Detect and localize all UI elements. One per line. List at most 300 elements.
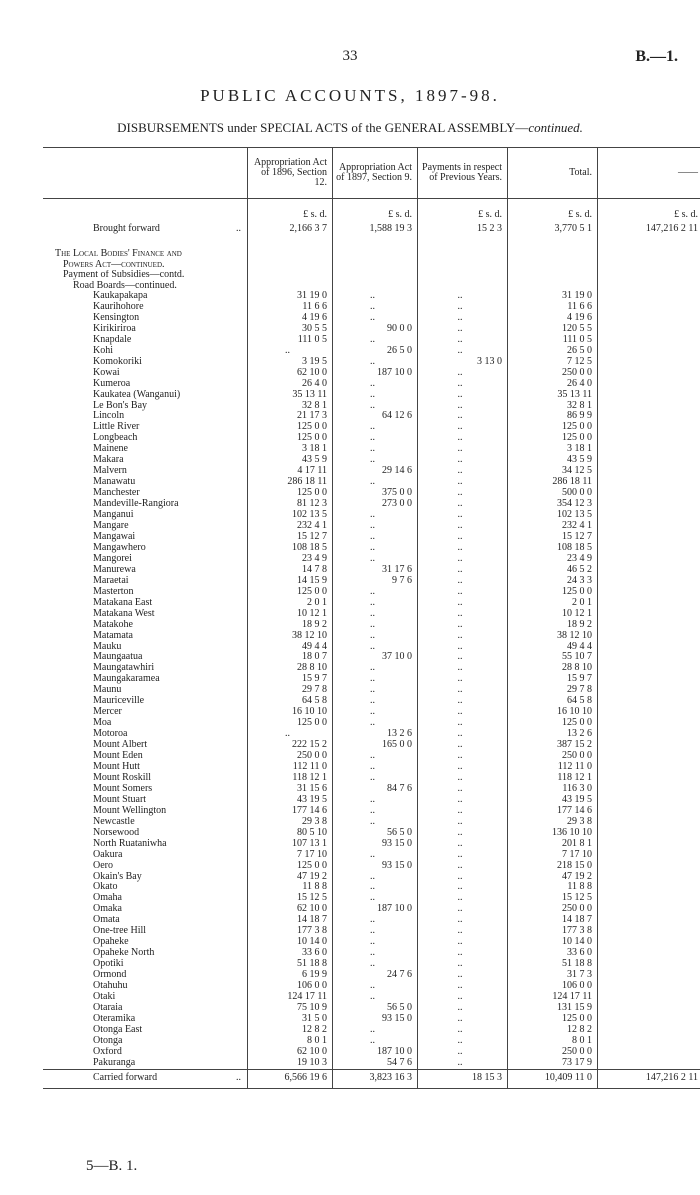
amount-cell: ..: [333, 663, 418, 674]
amount-cell: 18 0 7: [248, 652, 333, 663]
amount-cell: ..: [333, 795, 418, 806]
amount-cell: 16 10 10: [248, 707, 333, 718]
amount-cell: 125 0 0: [508, 718, 598, 729]
column-header: Appropriation Act of 1897, Section 9.: [333, 148, 418, 199]
road-board-name: Opotiki: [93, 959, 124, 970]
road-board-name: Opaheke North: [93, 948, 155, 959]
amount-cell: 125 0 0: [508, 587, 598, 598]
amount-cell: 250 0 0: [248, 751, 333, 762]
amount-cell: ..: [418, 324, 508, 335]
table-row: [43, 937, 700, 948]
amount-cell: 125 0 0: [248, 587, 333, 598]
amount-cell: 120 5 5: [508, 324, 598, 335]
carried-forward-value: 6,566 19 6: [248, 1069, 333, 1088]
table-row: [43, 1058, 700, 1069]
amount-cell: ..: [418, 565, 508, 576]
table-row: [43, 368, 700, 379]
road-board-name: Kaukatea (Wanganui): [93, 389, 181, 400]
amount-cell: ..: [418, 631, 508, 642]
table-row: [43, 959, 700, 970]
table-row: [43, 598, 700, 609]
road-board-name: Mangawai: [93, 531, 136, 542]
road-board-name: Masterton: [93, 586, 134, 597]
table-row: [43, 1047, 700, 1058]
amount-cell: 11 6 6: [248, 302, 333, 313]
table-row: [43, 335, 700, 346]
amount-cell: ..: [418, 444, 508, 455]
amount-cell: 10 12 1: [248, 609, 333, 620]
amount-cell: ..: [418, 543, 508, 554]
amount-cell: 165 0 0: [333, 740, 418, 751]
amount-cell: 3 18 1: [508, 444, 598, 455]
amount-cell: 26 5 0: [508, 346, 598, 357]
road-board-name: Lincoln: [93, 411, 125, 422]
amount-cell: ..: [333, 806, 418, 817]
amount-cell: 43 19 5: [508, 795, 598, 806]
road-board-name: Mangare: [93, 521, 129, 532]
amount-cell: 2 0 1: [248, 598, 333, 609]
road-board-name: Maungakaramea: [93, 674, 160, 685]
amount-cell: ..: [333, 620, 418, 631]
amount-cell: 387 15 2: [508, 740, 598, 751]
amount-cell: 49 4 4: [508, 642, 598, 653]
amount-cell: ..: [333, 335, 418, 346]
amount-cell: 47 19 2: [508, 872, 598, 883]
disbursements-table: [43, 147, 700, 1089]
amount-cell: ..: [333, 872, 418, 883]
amount-cell: ..: [418, 718, 508, 729]
amount-cell: ..: [418, 861, 508, 872]
amount-cell: 14 18 7: [508, 915, 598, 926]
amount-cell: 286 18 11: [508, 477, 598, 488]
amount-cell: ..: [418, 1058, 508, 1069]
amount-cell: 7 17 10: [508, 850, 598, 861]
amount-cell: 286 18 11: [248, 477, 333, 488]
table-row: [43, 642, 700, 653]
road-board-name: Kaukapakapa: [93, 291, 148, 301]
amount-cell: ..: [418, 674, 508, 685]
amount-cell: 8 0 1: [508, 1036, 598, 1047]
amount-cell: 18 9 2: [248, 620, 333, 631]
table-row: [43, 674, 700, 685]
amount-cell: ..: [333, 422, 418, 433]
table-row: [43, 948, 700, 959]
amount-cell: ..: [418, 784, 508, 795]
amount-cell: 31 15 6: [248, 784, 333, 795]
amount-cell: 23 4 9: [248, 554, 333, 565]
amount-cell: ..: [418, 488, 508, 499]
section-subheading: Payment of Subsidies—contd.: [43, 270, 700, 281]
road-board-name: Kowai: [93, 367, 120, 378]
amount-cell: 125 0 0: [508, 433, 598, 444]
road-board-name: Newcastle: [93, 816, 135, 827]
amount-cell: 10 14 0: [508, 937, 598, 948]
road-board-name: Mount Roskill: [93, 772, 152, 783]
amount-cell: 90 0 0: [333, 324, 418, 335]
units-row: [43, 199, 700, 222]
road-board-name: Kohi: [93, 345, 113, 356]
brought-forward-row: [43, 221, 700, 235]
page-subtitle: [0, 120, 700, 136]
amount-cell: ..: [333, 433, 418, 444]
table-row: [43, 576, 700, 587]
road-board-name: Maraetai: [93, 575, 129, 586]
amount-cell: 35 13 11: [508, 390, 598, 401]
amount-cell: ..: [418, 576, 508, 587]
amount-cell: ..: [418, 313, 508, 324]
amount-cell: 106 0 0: [248, 981, 333, 992]
table-row: [43, 532, 700, 543]
amount-cell: 62 10 0: [248, 904, 333, 915]
amount-cell: ..: [418, 926, 508, 937]
table-row: [43, 346, 700, 357]
table-row: [43, 631, 700, 642]
amount-cell: ..: [333, 882, 418, 893]
amount-cell: 93 15 0: [333, 861, 418, 872]
amount-cell: 125 0 0: [508, 422, 598, 433]
road-board-name: Motoroa: [93, 729, 128, 740]
amount-cell: 43 5 9: [248, 455, 333, 466]
amount-cell: ..: [418, 554, 508, 565]
column-header: Total.: [508, 148, 598, 199]
table-row: [43, 970, 700, 981]
section-subheading: Road Boards—continued.: [43, 281, 700, 292]
table-row: [43, 663, 700, 674]
amount-cell: 15 9 7: [248, 674, 333, 685]
amount-cell: 118 12 1: [508, 773, 598, 784]
amount-cell: 7 12 5: [508, 357, 598, 368]
road-board-name: Manchester: [93, 488, 140, 499]
amount-cell: 29 14 6: [333, 466, 418, 477]
road-board-name: Matamata: [93, 630, 133, 641]
amount-cell: ..: [418, 915, 508, 926]
subtitle-continued: continued.: [528, 120, 583, 135]
amount-cell: ..: [418, 401, 508, 412]
table-row: [43, 762, 700, 773]
road-board-name: Komokoriki: [93, 356, 142, 367]
amount-cell: ..: [418, 762, 508, 773]
amount-cell: 125 0 0: [248, 718, 333, 729]
table-row: [43, 652, 700, 663]
amount-cell: 187 10 0: [333, 904, 418, 915]
table-row: [43, 882, 700, 893]
road-board-name: Maungaatua: [93, 652, 143, 663]
amount-cell: ..: [333, 357, 418, 368]
road-board-name: Omaka: [93, 904, 122, 915]
amount-cell: 15 9 7: [508, 674, 598, 685]
amount-cell: 4 19 6: [508, 313, 598, 324]
amount-cell: 125 0 0: [248, 861, 333, 872]
table-row: [43, 817, 700, 828]
carried-forward-value: 10,409 11 0: [508, 1069, 598, 1088]
amount-cell: ..: [333, 696, 418, 707]
amount-cell: 131 15 9: [508, 1003, 598, 1014]
amount-cell: 51 18 8: [508, 959, 598, 970]
amount-cell: 116 3 0: [508, 784, 598, 795]
amount-cell: ..: [418, 1036, 508, 1047]
amount-cell: ..: [418, 642, 508, 653]
amount-cell: 4 17 11: [248, 466, 333, 477]
amount-cell: 124 17 11: [508, 992, 598, 1003]
amount-cell: ..: [333, 631, 418, 642]
amount-cell: ..: [333, 642, 418, 653]
road-board-name: Okain's Bay: [93, 871, 142, 882]
amount-cell: 29 3 8: [248, 817, 333, 828]
amount-cell: 2 0 1: [508, 598, 598, 609]
road-board-name: North Ruataniwha: [93, 838, 167, 849]
road-board-name: Matakohe: [93, 619, 133, 630]
table-row: [43, 411, 700, 422]
amount-cell: ..: [333, 674, 418, 685]
amount-cell: ..: [333, 510, 418, 521]
amount-cell: ..: [418, 839, 508, 850]
amount-cell: ..: [418, 751, 508, 762]
road-board-name: Otaki: [93, 992, 116, 1002]
road-board-name: Mount Eden: [93, 751, 143, 762]
table-row: [43, 893, 700, 904]
amount-cell: 16 10 10: [508, 707, 598, 718]
amount-cell: 500 0 0: [508, 488, 598, 499]
amount-cell: ..: [333, 455, 418, 466]
amount-cell: 24 3 3: [508, 576, 598, 587]
road-board-name: Omaha: [93, 893, 122, 904]
amount-cell: ..: [248, 346, 333, 357]
amount-cell: ..: [333, 817, 418, 828]
table-row: [43, 685, 700, 696]
amount-cell: ..: [418, 992, 508, 1003]
document-reference: B.—1.: [635, 48, 678, 65]
amount-cell: 9 7 6: [333, 576, 418, 587]
amount-cell: ..: [333, 937, 418, 948]
amount-cell: ..: [418, 291, 508, 302]
amount-cell: 56 5 0: [333, 1003, 418, 1014]
amount-cell: ..: [333, 981, 418, 992]
amount-cell: 75 10 9: [248, 1003, 333, 1014]
road-board-name: Mount Somers: [93, 783, 153, 794]
road-board-name: Otaraia: [93, 1002, 123, 1013]
amount-cell: ..: [418, 970, 508, 981]
amount-cell: 31 5 0: [248, 1014, 333, 1025]
road-board-name: Le Bon's Bay: [93, 400, 148, 411]
amount-cell: ..: [418, 620, 508, 631]
amount-cell: 10 14 0: [248, 937, 333, 948]
road-board-name: Mount Stuart: [93, 794, 147, 805]
table-row: [43, 784, 700, 795]
road-board-name: Mount Wellington: [93, 805, 167, 816]
amount-cell: 43 19 5: [248, 795, 333, 806]
road-board-name: Kumeroa: [93, 378, 131, 389]
amount-cell: ..: [333, 893, 418, 904]
road-board-name: Kirikiriroa: [93, 323, 136, 334]
amount-cell: 62 10 0: [248, 368, 333, 379]
amount-cell: 375 0 0: [333, 488, 418, 499]
carried-forward-value: 3,823 16 3: [333, 1069, 418, 1088]
section-heading: The Local Bodies' Finance and: [43, 249, 700, 260]
road-board-name: Maungatawhiri: [93, 663, 155, 674]
table-row: [43, 313, 700, 324]
amount-cell: ..: [333, 948, 418, 959]
amount-cell: ..: [333, 598, 418, 609]
table-row: [43, 466, 700, 477]
amount-cell: 18 9 2: [508, 620, 598, 631]
road-board-name: Pakuranga: [93, 1057, 136, 1068]
amount-cell: ..: [418, 609, 508, 620]
table-row: [43, 390, 700, 401]
road-board-name: Mercer: [93, 707, 122, 718]
table-row: [43, 795, 700, 806]
amount-cell: ..: [333, 379, 418, 390]
amount-cell: 24 7 6: [333, 970, 418, 981]
amount-cell: ..: [418, 652, 508, 663]
amount-cell: 12 8 2: [508, 1025, 598, 1036]
amount-cell: 81 12 3: [248, 499, 333, 510]
amount-cell: 28 8 10: [248, 663, 333, 674]
amount-cell: 31 19 0: [248, 291, 333, 302]
table-row: [43, 707, 700, 718]
table-row: [43, 872, 700, 883]
brought-forward-value: 3,770 5 1: [508, 221, 598, 235]
amount-cell: 118 12 1: [248, 773, 333, 784]
amount-cell: ..: [418, 696, 508, 707]
amount-cell: ..: [333, 609, 418, 620]
amount-cell: ..: [333, 850, 418, 861]
amount-cell: ..: [333, 532, 418, 543]
amount-cell: ..: [333, 718, 418, 729]
amount-cell: 64 5 8: [508, 696, 598, 707]
amount-cell: ..: [418, 532, 508, 543]
amount-cell: 102 13 5: [508, 510, 598, 521]
road-board-name: Oero: [93, 860, 113, 871]
table-row: [43, 806, 700, 817]
amount-cell: 43 5 9: [508, 455, 598, 466]
amount-cell: 62 10 0: [248, 1047, 333, 1058]
amount-cell: 35 13 11: [248, 390, 333, 401]
amount-cell: ..: [248, 729, 333, 740]
amount-cell: ..: [418, 379, 508, 390]
amount-cell: ..: [418, 729, 508, 740]
table-row: [43, 324, 700, 335]
table-row: [43, 718, 700, 729]
table-row: [43, 1036, 700, 1047]
amount-cell: 177 3 8: [508, 926, 598, 937]
table-row: [43, 696, 700, 707]
road-board-name: Oakura: [93, 849, 123, 860]
unit-label: £ s. d.: [418, 199, 508, 222]
amount-cell: ..: [333, 773, 418, 784]
amount-cell: 28 8 10: [508, 663, 598, 674]
table-row: [43, 861, 700, 872]
road-board-name: Otonga: [93, 1035, 123, 1046]
brought-forward-value: 147,216 2 11: [598, 221, 700, 235]
amount-cell: ..: [333, 291, 418, 302]
amount-cell: 31 7 3: [508, 970, 598, 981]
amount-cell: ..: [333, 477, 418, 488]
amount-cell: 124 17 11: [248, 992, 333, 1003]
table-row: [43, 543, 700, 554]
footer-signature: 5—B. 1.: [86, 1158, 138, 1174]
amount-cell: 64 12 6: [333, 411, 418, 422]
amount-cell: ..: [333, 751, 418, 762]
amount-cell: 33 6 0: [248, 948, 333, 959]
amount-cell: 111 0 5: [508, 335, 598, 346]
amount-cell: ..: [418, 882, 508, 893]
unit-label: £ s. d.: [248, 199, 333, 222]
amount-cell: 4 19 6: [248, 313, 333, 324]
road-board-name: Matakana East: [93, 597, 153, 608]
table-row: [43, 729, 700, 740]
amount-cell: 125 0 0: [248, 433, 333, 444]
amount-cell: 125 0 0: [508, 1014, 598, 1025]
amount-cell: ..: [333, 390, 418, 401]
amount-cell: 222 15 2: [248, 740, 333, 751]
amount-cell: 31 17 6: [333, 565, 418, 576]
road-board-name: Okato: [93, 882, 118, 893]
table-row: [43, 510, 700, 521]
table-row: [43, 926, 700, 937]
road-board-name: Omata: [93, 915, 120, 926]
road-board-name: Knapdale: [93, 334, 132, 345]
amount-cell: 37 10 0: [333, 652, 418, 663]
table-row: [43, 499, 700, 510]
table-header-row: [43, 148, 700, 199]
table-row: [43, 915, 700, 926]
carried-forward-value: 18 15 3: [418, 1069, 508, 1088]
amount-cell: ..: [333, 543, 418, 554]
amount-cell: 3 19 5: [248, 357, 333, 368]
amount-cell: ..: [333, 762, 418, 773]
amount-cell: 201 8 1: [508, 839, 598, 850]
table-row: [43, 455, 700, 466]
amount-cell: 84 7 6: [333, 784, 418, 795]
road-board-name: One-tree Hill: [93, 926, 147, 937]
amount-cell: 14 15 9: [248, 576, 333, 587]
column-header: ——: [598, 148, 700, 199]
amount-cell: 250 0 0: [508, 751, 598, 762]
amount-cell: ..: [418, 893, 508, 904]
unit-label: £ s. d.: [333, 199, 418, 222]
road-board-name: Ormond: [93, 970, 127, 981]
road-board-name: Mauriceville: [93, 696, 145, 707]
table-row: [43, 751, 700, 762]
amount-cell: 23 4 9: [508, 554, 598, 565]
amount-cell: ..: [333, 1036, 418, 1047]
table-row: [43, 477, 700, 488]
amount-cell: ..: [418, 302, 508, 313]
table-row: [43, 1014, 700, 1025]
table-row: [43, 609, 700, 620]
amount-cell: 29 7 8: [248, 685, 333, 696]
road-board-name: Oteramika: [93, 1013, 136, 1024]
amount-cell: 33 6 0: [508, 948, 598, 959]
table-row: [43, 850, 700, 861]
road-board-name: Kaurihohore: [93, 301, 144, 312]
table-row: [43, 992, 700, 1003]
table-row: [43, 981, 700, 992]
road-board-name: Little River: [93, 422, 140, 433]
amount-cell: ..: [418, 455, 508, 466]
amount-cell: ..: [333, 302, 418, 313]
amount-cell: ..: [418, 685, 508, 696]
amount-cell: ..: [418, 948, 508, 959]
amount-cell: 15 12 7: [508, 532, 598, 543]
amount-cell: ..: [418, 411, 508, 422]
road-board-name: Otonga East: [93, 1024, 143, 1035]
amount-cell: 29 3 8: [508, 817, 598, 828]
amount-cell: ..: [418, 828, 508, 839]
road-board-name: Makara: [93, 455, 124, 466]
amount-cell: 12 8 2: [248, 1025, 333, 1036]
amount-cell: 13 2 6: [333, 729, 418, 740]
